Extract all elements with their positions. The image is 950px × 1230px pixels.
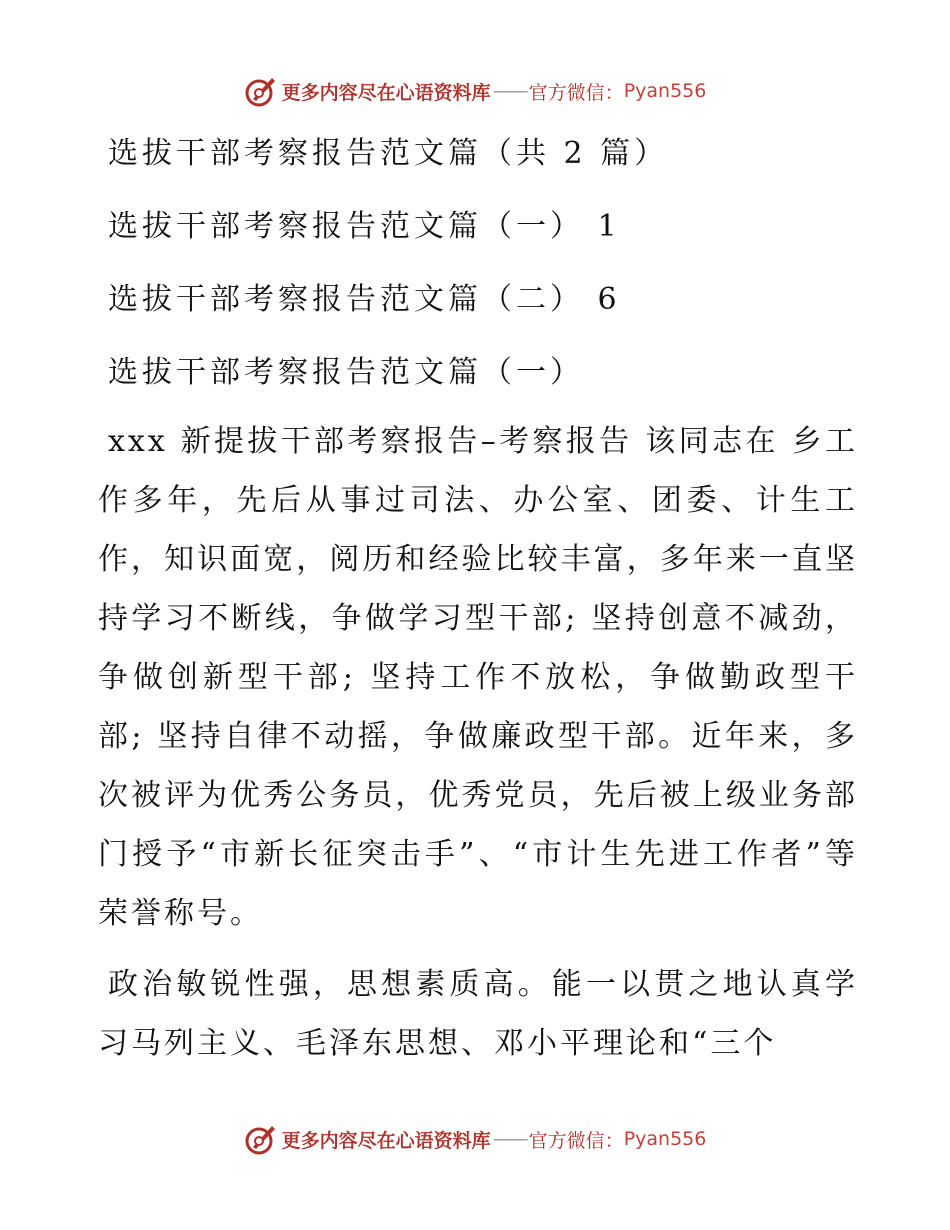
toc-title: 选拔干部考察报告范文篇（共 2 篇） <box>108 136 669 171</box>
watermark-main-text: 更多内容尽在心语资料库 <box>281 81 491 104</box>
section-heading: 选拔干部考察报告范文篇（一） <box>108 355 584 390</box>
watermark-main-text: 更多内容尽在心语资料库 <box>281 1129 491 1152</box>
watermark-wechat-id: Pyan556 <box>623 1128 707 1150</box>
watermark-footer <box>0 1122 950 1156</box>
toc-item-2: 选拔干部考察报告范文篇（二） 6 <box>108 282 621 317</box>
quill-logo-icon <box>244 1122 278 1156</box>
watermark-sub-text: 官方微信： <box>528 81 624 104</box>
watermark-wechat-id: Pyan556 <box>623 80 707 102</box>
watermark-header <box>0 74 950 108</box>
toc-item-1: 选拔干部考察报告范文篇（一） 1 <box>108 209 621 244</box>
quill-logo-icon <box>244 74 278 108</box>
watermark-dash: —— <box>492 80 527 102</box>
watermark-dash: —— <box>492 1128 527 1150</box>
watermark-sub-text: 官方微信： <box>528 1129 624 1152</box>
body-paragraph-2: 政治敏锐性强，思想素质高。能一以贯之地认真学习马列主义、毛泽东思想、邓小平理论和“三个 <box>98 967 858 1061</box>
body-paragraph-1: xxx 新提拔干部考察报告–考察报告 该同志在 乡工作多年，先后从事过司法、办公室、团委、计生工作，知识面宽，阅历和经验比较丰富，多年来一直坚持学习不断线，争做学习型干部; 坚持创意不减劲，争做创新型干部; 坚持工作不放松，争做勤政型干部; 坚持自律不动摇，争做廉政型干部。近年来，多次被评为优秀公务员，优秀党员，先后被上级业务部门授予“市新长征突击手”、“市计生先进工作者”等荣誉称号。 <box>98 424 858 931</box>
